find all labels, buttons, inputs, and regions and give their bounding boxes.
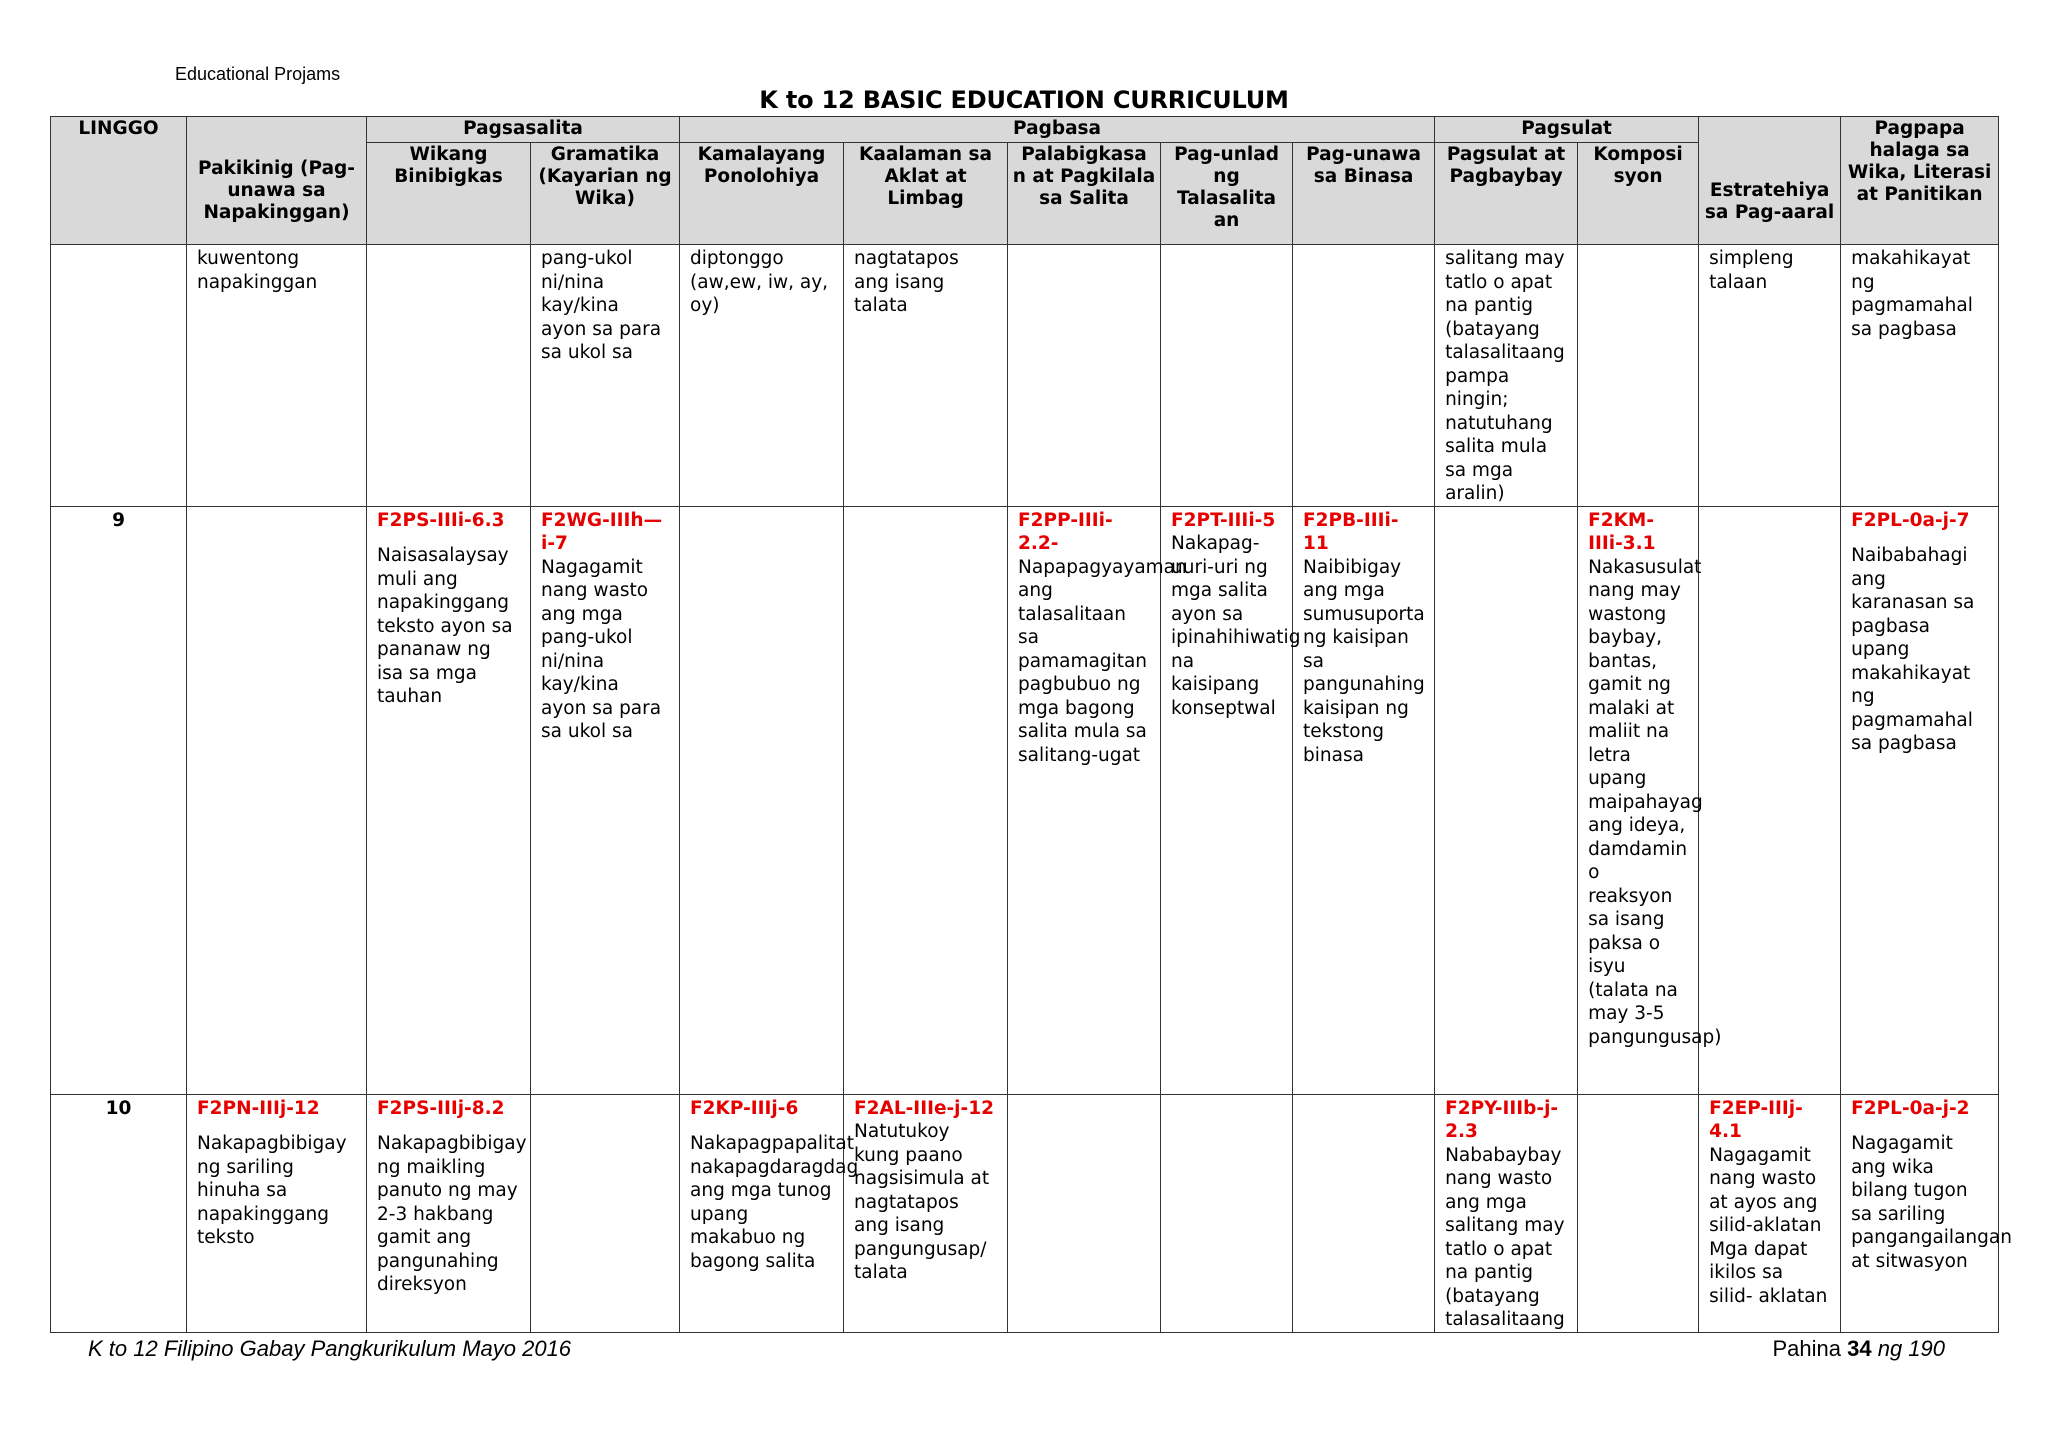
cell-kamalayang — [680, 506, 844, 1094]
cell-gramatika: pang-ukol ni/nina kay/kina ayon sa para sa ukol sa — [531, 245, 680, 507]
header-wikang-binibigkas: Wikang Binibigkas — [367, 143, 531, 245]
cell-wikang — [367, 506, 531, 1094]
competency-code: F2PL-0a-j-2 — [1851, 1097, 1970, 1119]
cell-palabigkasan — [1008, 245, 1161, 507]
competency-text: Naibibigay ang mga sumusuporta ng kaisipan sa pangunahing kaisipan ng tekstong binasa — [1303, 556, 1425, 766]
competency-code: F2PS-IIIj-8.2 — [377, 1097, 505, 1119]
competency-text: Nagagamit nang wasto at ayos ang silid-aklatan Mga dapat ikilos sa silid- aklatan — [1709, 1144, 1828, 1307]
cell-wikang — [367, 1094, 531, 1332]
document-title: K to 12 BASIC EDUCATION CURRICULUM — [759, 86, 1289, 114]
cell-pagsulat: salitang may tatlo o apat na pantig (batayang talasalitaang pampa ningin; natutuhang salita mula sa mga aralin) — [1435, 245, 1578, 507]
competency-text: Nakapag-uuri-uri ng mga salita ayon sa ipinahihiwatig na kaisipang konseptwal — [1171, 533, 1301, 719]
cell-pakikinig — [187, 1094, 367, 1332]
cell-pagsulat — [1435, 1094, 1578, 1332]
competency-code: F2PP-IIIi-2.2- — [1018, 509, 1113, 554]
competency-code: F2EP-IIIj-4.1 — [1709, 1097, 1803, 1142]
competency-text: Nakapagbibigay ng sariling hinuha sa napakinggang teksto — [197, 1133, 347, 1248]
header-group-pagbasa: Pagbasa — [680, 117, 1435, 143]
competency-code: F2AL-IIIe-j-12 — [854, 1097, 994, 1119]
header-pagsulat-pagbaybay: Pagsulat at Pagbaybay — [1435, 143, 1578, 245]
header-pagpapahalaga: Pagpapa halaga sa Wika, Literasi at Panitikan — [1841, 117, 1999, 245]
competency-code: F2KP-IIIj-6 — [690, 1097, 799, 1119]
cell-pagsulat — [1435, 506, 1578, 1094]
curriculum-table — [50, 116, 2012, 1333]
header-group-pagsasalita: Pagsasalita — [367, 117, 680, 143]
cell-pagunawa — [1293, 245, 1435, 507]
competency-text: Nagagamit nang wasto ang mga pang-ukol ni/nina kay/kina ayon sa para sa ukol sa — [541, 556, 662, 742]
competency-code: F2PY-IIIb-j-2.3 — [1445, 1097, 1559, 1142]
competency-code: F2PL-0a-j-7 — [1851, 509, 1970, 531]
header-komposisyon: Komposi syon — [1578, 143, 1699, 245]
page-total: ng 190 — [1877, 1336, 1945, 1361]
cell-kaalaman: nagtatapos ang isang talata — [844, 245, 1008, 507]
competency-text: Nakapagpapalitat nakapagdaragdag ang mga tunog upang makabuo ng bagong salita — [690, 1133, 859, 1272]
cell-pagunawa — [1293, 1094, 1435, 1332]
cell-gramatika — [531, 506, 680, 1094]
cell-komposisyon — [1578, 245, 1699, 507]
competency-code: F2PN-IIIj-12 — [197, 1097, 320, 1119]
header-kaalaman-aklat: Kaalaman sa Aklat at Limbag — [844, 143, 1008, 245]
competency-text: Naibabahagi ang karanasan sa pagbasa upang makahikayat ng pagmamahal sa pagbasa — [1851, 545, 1975, 754]
header-pag-unawa: Pag-unawa sa Binasa — [1293, 143, 1435, 245]
competency-code: F2PS-IIIi-6.3 — [377, 509, 505, 531]
header-linggo: LINGGO — [51, 117, 187, 245]
header-kamalayang-ponolohiya: Kamalayang Ponolohiya — [680, 143, 844, 245]
table-row — [51, 245, 1999, 507]
cell-pagpapahalaga: makahikayat ng pagmamahal sa pagbasa — [1841, 245, 1999, 507]
cell-gramatika — [531, 1094, 680, 1332]
competency-text: Natutukoy kung paano nagsisimula at nagtatapos ang isang pangungusap/ talata — [854, 1121, 990, 1283]
competency-text: Nababaybay nang wasto ang mga salitang may tatlo o apat na pantig (batayang talasalitaang — [1445, 1144, 1565, 1330]
footer-page-number — [1772, 1336, 1945, 1362]
cell-estratehiya: simpleng talaan — [1699, 245, 1841, 507]
week-number: 9 — [51, 506, 187, 1094]
competency-text: Naisasalaysay muli ang napakinggang teksto ayon sa pananaw ng isa sa mga tauhan — [377, 545, 513, 707]
cell-palabigkasan — [1008, 506, 1187, 1094]
cell-kaalaman — [844, 506, 1008, 1094]
competency-text: Napapagyayaman ang talasalitaan sa pamamagitan pagbubuo ng mga bagong salita mula sa salitang-ugat — [1018, 556, 1187, 766]
cell-pakikinig — [187, 506, 367, 1094]
footer-document-name: K to 12 Filipino Gabay Pangkurikulum Mayo 2016 — [88, 1336, 572, 1361]
competency-text: Nagagamit ang wika bilang tugon sa sariling pangangailangan at sitwasyon — [1851, 1133, 2012, 1272]
page-number: 34 — [1847, 1336, 1872, 1361]
cell-estratehiya — [1699, 506, 1841, 1094]
cell-pagunawa — [1293, 506, 1435, 1094]
cell-kamalayang — [680, 1094, 859, 1332]
cell-komposisyon — [1578, 1094, 1699, 1332]
site-label: Educational Projams — [175, 64, 341, 84]
competency-code: F2PB-IIIi-11 — [1303, 509, 1399, 554]
cell-wikang — [367, 245, 531, 507]
competency-text: Nakasusulat nang may wastong baybay, bantas, gamit ng malaki at maliit na letra upang maipahayag ang ideya, damdamin o reaksyon sa isang paksa o isyu (talata na may 3-5 pangungusap) — [1588, 556, 1722, 1048]
week-number: 10 — [51, 1094, 187, 1332]
competency-code: F2PT-IIIi-5 — [1171, 509, 1276, 531]
cell-pakikinig: kuwentong napakinggan — [187, 245, 367, 507]
cell-pagunlad — [1161, 245, 1293, 507]
competency-text: Nakapagbibigay ng maikling panuto ng may 2-3 hakbang gamit ang pangunahing direksyon — [377, 1133, 527, 1295]
cell-kaalaman — [844, 1094, 1008, 1332]
competency-code: F2WG-IIIh—i-7 — [541, 509, 663, 554]
header-gramatika: Gramatika (Kayarian ng Wika) — [531, 143, 680, 245]
cell-komposisyon — [1578, 506, 1722, 1094]
header-estratehiya: Estratehiya sa Pag-aaral — [1699, 117, 1841, 245]
header-pakikinig: Pakikinig (Pag-unawa sa Napakinggan) — [187, 117, 367, 245]
cell-kamalayang: diptonggo (aw,ew, iw, ay, oy) — [680, 245, 844, 507]
header-pag-unlad: Pag-unlad ng Talasalita an — [1161, 143, 1293, 245]
cell-week-empty — [51, 245, 187, 507]
table-row — [51, 1094, 1999, 1332]
cell-pagunlad — [1161, 506, 1301, 1094]
page-prefix: Pahina — [1772, 1336, 1841, 1361]
header-palabigkasan: Palabigkasa n at Pagkilala sa Salita — [1008, 143, 1161, 245]
cell-estratehiya — [1699, 1094, 1841, 1332]
cell-palabigkasan — [1008, 1094, 1161, 1332]
cell-pagunlad — [1161, 1094, 1293, 1332]
table-row — [51, 506, 1999, 1094]
competency-code: F2KM-IIIi-3.1 — [1588, 509, 1656, 554]
header-group-pagsulat: Pagsulat — [1435, 117, 1699, 143]
cell-pagpapahalaga — [1841, 506, 1999, 1094]
cell-pagpapahalaga — [1841, 1094, 2012, 1332]
